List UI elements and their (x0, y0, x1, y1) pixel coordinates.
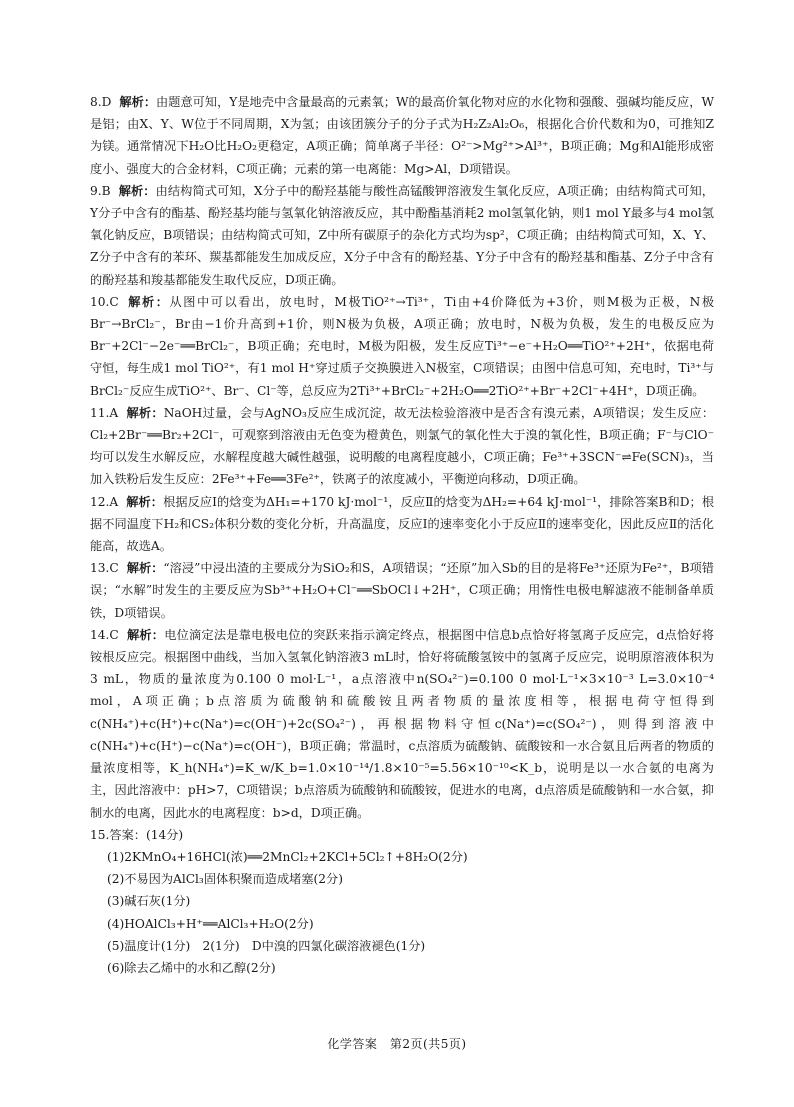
item-15-heading: 15.答案：(14分) (90, 827, 184, 842)
item-15-line-1: (1)2KMnO₄+16HCl(浓)══2MnCl₂+2KCl+5Cl₂↑+8H₂O(2分) (107, 849, 468, 864)
answer-item-12 (90, 491, 714, 558)
answer-item-8 (90, 91, 714, 180)
answer-item-13 (90, 557, 714, 624)
item-15-line-5: (5)温度计(1分) 2(1分) D中溴的四氯化碳溶液褪色(1分) (107, 938, 426, 953)
analysis-text: NaOH过量，会与AgNO₃反应生成沉淀，故无法检验溶液中是否含有溴元素，A项错误；发生反应：Cl₂+2Br⁻══Br₂+2Cl⁻，可观察到溶液由无色变为橙黄色，则氯气的氧化性大于溴的氧化性，B项正确；F⁻与ClO⁻均可以发生水解反应，水解程度越大碱性越强，说明酸的电离程度越小，C项正确；Fe³⁺+3SCN⁻⇌Fe(SCN)₃，当加入铁粉后发生反应：2Fe³⁺+Fe══3Fe²⁺，铁离子的浓度减小，平衡逆向移动，D项正确。 (90, 405, 715, 487)
item-15-line-6: (6)除去乙烯中的水和乙醇(2分) (107, 960, 276, 975)
answer-item-14 (90, 624, 714, 824)
analysis-text: 电位滴定法是靠电极电位的突跃来指示滴定终点，根据图中信息b点恰好将氢离子反应完，d点恰好将铵根反应完。根据图中曲线，当加入氢氧化钠溶液3 mL时，恰好将硫酸氢铵中的氢离子反应完，说明原溶液体积为3 mL，物质的量浓度为0.100 0 mol·L⁻¹，a点溶液中n(SO₄²⁻)=0.100 0 mol·L⁻¹×3×10⁻³ L=3.0×10⁻⁴ mol，A项正确；b点溶质为硫酸钠和硫酸铵且两者物质的量浓度相等，根据电荷守恒得到c(NH₄⁺)+c(H⁺)+c(Na⁺)=c(OH⁻)+2c(SO₄²⁻)，再根据物料守恒c(Na⁺)=c(SO₄²⁻)，则得到溶液中c(NH₄⁺)+c(H⁺)−c(Na⁺)=c(OH⁻)，B项正确；常温时，c点溶质为硫酸钠、硫酸铵和一水合氨且后两者的物质的量浓度相等，K_h(NH₄⁺)=K_w/K_b=1.0×10⁻¹⁴/1.8×10⁻⁵=5.56×10⁻¹⁰<K_b，说明是以一水合氨的电离为主，因此溶液中：pH>7，C项错误；b点溶质为硫酸钠和硫酸铵，促进水的电离，d点溶质是硫酸钠和一水合氨，抑制水的电离，因此水的电离程度：b>d，D项正确。 (90, 627, 714, 820)
analysis-label: 解析： (118, 183, 156, 198)
answer-content (90, 91, 714, 979)
item-number: 12.A (90, 494, 119, 509)
analysis-label: 解析： (126, 561, 164, 576)
item-number: 10.C (90, 294, 119, 309)
item-number: 14.C (90, 627, 119, 642)
item-number: 8.D (90, 95, 112, 109)
analysis-label: 解析： (126, 405, 164, 420)
analysis-label: 解析： (126, 294, 170, 309)
item-number: 9.B (90, 183, 111, 198)
analysis-text: 由题意可知，Y是地壳中含量最高的元素氧；W的最高价氧化物对应的水化物和强酸、强碱均能反应，W是铝；由X、Y、W位于不同周期，X为氢；由该团簇分子的分子式为H₂Z₂Al₂O₆，根据化合价代数和为0，可推知Z为镁。通常情况下H₂O比H₂O₂更稳定，A项正确；简单离子半径：O²⁻>Mg²⁺>Al³⁺，B项正确；Mg和Al能形成密度小、强度大的合金材料，C项正确；元素的第一电离能：Mg>Al，D项错误。 (90, 95, 714, 176)
answer-item-10 (90, 291, 714, 402)
item-15-line-3: (3)碱石灰(1分) (107, 894, 191, 909)
analysis-label: 解析： (126, 627, 165, 642)
answer-item-11 (90, 402, 714, 491)
analysis-text: “溶浸”中浸出渣的主要成分为SiO₂和S，A项错误；“还原”加入Sb的目的是将Fe³⁺还原为Fe²⁺，B项错误；“水解”时发生的主要反应为Sb³⁺+H₂O+Cl⁻══SbOCl↓+2H⁺，C项正确；用惰性电极电解滤液不能制备单质铁，D项错误。 (90, 561, 714, 620)
analysis-text: 由结构简式可知，X分子中的酚羟基能与酸性高锰酸钾溶液发生氧化反应，A项正确；由结构简式可知，Y分子中含有的酯基、酚羟基均能与氢氧化钠溶液反应，其中酚酯基消耗2 mol氢氧化钠，则1 mol Y最多与4 mol氢氧化钠反应，B项错误；由结构简式可知，Z中所有碳原子的杂化方式均为sp²，C项正确；由结构简式可知，X、Y、Z分子中含有的苯环、羰基都能发生加成反应，X分子中含有的酚羟基、Y分子中含有的酚羟基和酯基、Z分子中含有的酚羟基和羧基都能发生取代反应，D项正确。 (90, 183, 714, 287)
answer-item-15 (90, 824, 714, 979)
item-number: 13.C (90, 561, 119, 576)
page-footer: 化学答案 第2页(共5页) (327, 1037, 467, 1051)
item-15-line-4: (4)HOAlCl₃+H⁺══AlCl₃+H₂O(2分) (107, 916, 314, 931)
item-number: 11.A (90, 405, 119, 420)
analysis-text: 根据反应Ⅰ的焓变为ΔH₁=+170 kJ·mol⁻¹，反应Ⅱ的焓变为ΔH₂=+64 kJ·mol⁻¹，排除答案B和D；根据不同温度下H₂和CS₂体积分数的变化分析，升高温度，反应Ⅰ的速率变化小于反应Ⅱ的速率变化，因此反应Ⅱ的活化能高，故选A。 (90, 494, 715, 554)
analysis-label: 解析： (126, 494, 164, 509)
item-15-line-2: (2)不易因为AlCl₃固体积聚而造成堵塞(2分) (107, 872, 343, 887)
analysis-text: 从图中可以看出，放电时，M极TiO²⁺→Ti³⁺，Ti由+4价降低为+3价，则M极为正极，N极Br⁻→BrCl₂⁻，Br由−1价升高到+1价，则N极为负极，A项正确；放电时，N极为负极，发生的电极反应为Br⁻+2Cl⁻−2e⁻══BrCl₂⁻，B项正确；充电时，M极为阳极，发生反应Ti³⁺−e⁻+H₂O══TiO²⁺+2H⁺，依据电荷守恒，每生成1 mol TiO²⁺，有1 mol H⁺穿过质子交换膜进入N极室，C项错误；由图中信息可知，充电时，Ti³⁺与BrCl₂⁻反应生成TiO²⁺、Br⁻、Cl⁻等，总反应为2Ti³⁺+BrCl₂⁻+2H₂O══2TiO²⁺+Br⁻+2Cl⁻+4H⁺，D项正确。 (90, 294, 715, 398)
analysis-label: 解析： (119, 95, 157, 109)
answer-item-9 (90, 180, 714, 291)
